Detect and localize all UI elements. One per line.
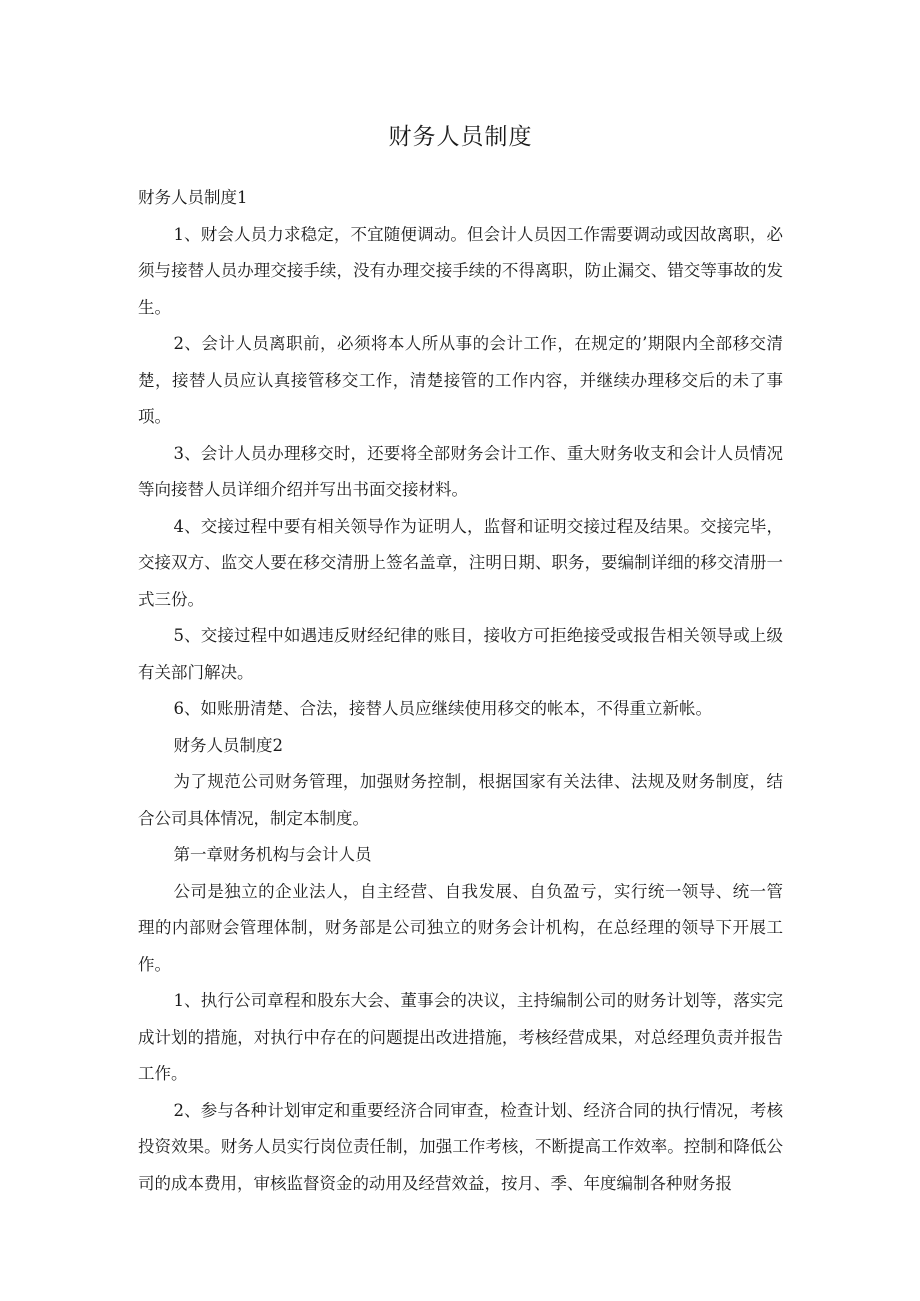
- paragraph-7: 财务人员制度2: [173, 735, 283, 755]
- paragraph-9: 第一章财务机构与会计人员: [173, 845, 372, 864]
- paragraph-11: 1、执行公司章程和股东大会、董事会的决议，主持编制公司的财务计划等，落实完成计划的措施，对执行中存在的问题提出改进措施，考核经营成果，对总经理负责并报告工作。: [138, 991, 783, 1083]
- paragraph-10: 公司是独立的企业法人，自主经营、自我发展、自负盈亏，实行统一领导、统一管理的内部财会管理体制，财务部是公司独立的财务会计机构，在总经理的领导下开展工作。: [138, 881, 783, 974]
- paragraph-2: 2、会计人员离职前，必须将本人所从事的会计工作，在规定的’期限内全部移交清楚，接替人员应认真接管移交工作，清楚接管的工作内容，并继续办理移交后的未了事项。: [138, 334, 783, 426]
- document-page: [138, 118, 783, 1202]
- paragraph-0: 财务人员制度1: [138, 188, 248, 207]
- paragraph-5: 5、交接过程中如遇违反财经纪律的账目，接收方可拒绝接受或报告相关领导或上级有关部门解决。: [138, 626, 783, 682]
- paragraph-8: 为了规范公司财务管理，加强财务控制，根据国家有关法律、法规及财务制度，结合公司具体情况，制定本制度。: [138, 772, 783, 828]
- paragraph-3: 3、会计人员办理移交时，还要将全部财务会计工作、重大财务收支和会计人员情况等向接替人员详细介绍并写出书面交接材料。: [138, 443, 783, 499]
- paragraph-1: 1、财会人员力求稳定，不宜随便调动。但会计人员因工作需要调动或因故离职，必须与接替人员办理交接手续，没有办理交接手续的不得离职，防止漏交、错交等事故的发生。: [138, 224, 783, 317]
- paragraph-12: 2、参与各种计划审定和重要经济合同审查，检查计划、经济合同的执行情况，考核投资效果。财务人员实行岗位责任制，加强工作考核，不断提高工作效率。控制和降低公司的成本费用，审核监督资金的动用及经营效益，按月、季、年度编制各种财务报: [138, 1100, 783, 1193]
- document-title: 财务人员制度: [388, 124, 533, 150]
- paragraph-6: 6、如账册清楚、合法，接替人员应继续使用移交的帐本，不得重立新帐。: [173, 699, 712, 718]
- document-body: [138, 180, 783, 1202]
- paragraph-4: 4、交接过程中要有相关领导作为证明人，监督和证明交接过程及结果。交接完毕，交接双方、监交人要在移交清册上签名盖章，注明日期、职务，要编制详细的移交清册一式三份。: [138, 516, 783, 609]
